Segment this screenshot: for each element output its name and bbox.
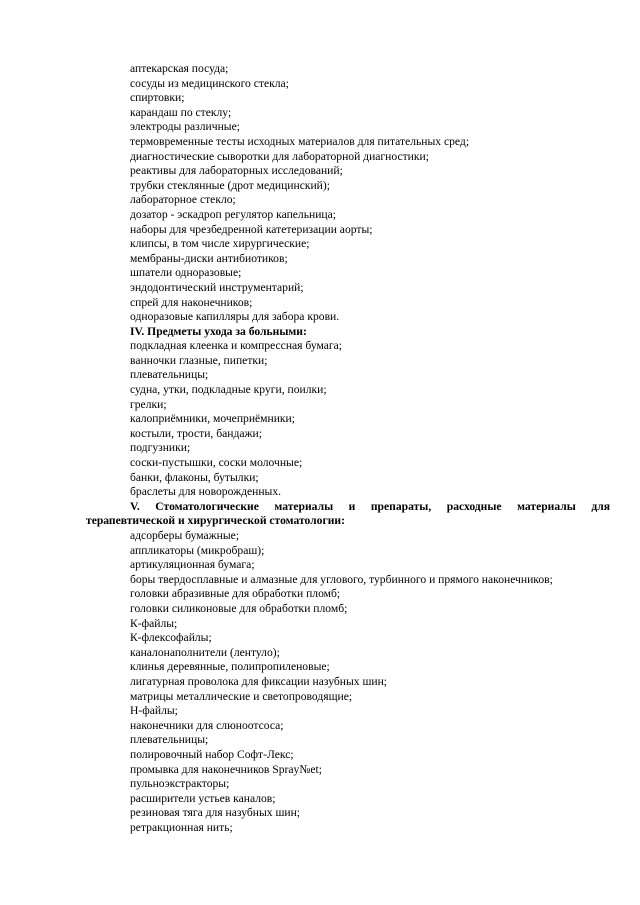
list-item: банки, флаконы, бутылки; (130, 470, 259, 484)
list-item: аппликаторы (микробраш); (130, 543, 265, 557)
patient-care-items-list (86, 339, 610, 500)
list-item: головки абразивные для обработки пломб; (130, 587, 341, 601)
list-item: лабораторное стекло; (130, 193, 236, 207)
list-item: Н-файлы; (130, 704, 178, 718)
list-item: судна, утки, подкладные круги, поилки; (130, 383, 327, 397)
list-item: костыли, трости, бандажи; (130, 426, 262, 440)
list-item: плевательницы; (130, 733, 209, 747)
list-item: подкладная клеенка и компрессная бумага; (130, 339, 343, 353)
list-item: промывка для наконечников Spray№et; (130, 762, 322, 776)
list-item: карандаш по стеклу; (130, 105, 232, 119)
list-item: диагностические сыворотки для лабораторной диагностики; (130, 149, 429, 163)
list-item: пульноэкстракторы; (130, 777, 230, 791)
section-heading-v: V. Стоматологические материалы и препараты, расходные материалы для терапевтической и хирургической стоматологии: (86, 499, 610, 528)
list-item: К-флексофайлы; (130, 631, 212, 645)
list-item: сосуды из медицинского стекла; (130, 76, 289, 90)
list-item: плевательницы; (130, 368, 209, 382)
list-item: клипсы, в том числе хирургические; (130, 237, 310, 251)
list-item: спрей для наконечников; (130, 295, 253, 309)
list-item: матрицы металлические и светопроводящие; (130, 689, 353, 703)
list-item: калоприёмники, мочеприёмники; (130, 412, 295, 426)
list-item: лигатурная проволока для фиксации назубных шин; (130, 674, 387, 688)
list-item: головки силиконовые для обработки пломб; (130, 601, 348, 615)
section-heading-iv: IV. Предметы ухода за больными: (130, 324, 307, 338)
list-item: реактивы для лабораторных исследований; (130, 164, 343, 178)
list-item: дозатор - эскадроп регулятор капельница; (130, 207, 336, 221)
list-item: ванночки глазные, пипетки; (130, 353, 268, 367)
list-item: боры твердосплавные и алмазные для углового, турбинного и прямого наконечников; (130, 572, 553, 586)
list-item: артикуляционная бумага; (130, 558, 255, 572)
list-item: К-файлы; (130, 616, 178, 630)
list-item: ретракционная нить; (130, 820, 233, 834)
list-item: каналонаполнители (лентуло); (130, 645, 280, 659)
list-item: эндодонтический инструментарий; (130, 280, 304, 294)
list-item: подгузники; (130, 441, 191, 455)
list-item: клинья деревянные, полипропиленовые; (130, 660, 330, 674)
list-item: электроды различные; (130, 120, 240, 134)
list-item: наконечники для слюноотсоса; (130, 718, 284, 732)
list-item: спиртовки; (130, 91, 185, 105)
list-item: резиновая тяга для назубных шин; (130, 806, 301, 820)
list-item: одноразовые капилляры для забора крови. (130, 310, 340, 324)
document-body (86, 62, 610, 835)
list-item: термовременные тесты исходных материалов для питательных сред; (130, 134, 470, 148)
list-item: адсорберы бумажные; (130, 529, 240, 542)
list-item: аптекарская посуда; (130, 62, 229, 75)
list-item: соски-пустышки, соски молочные; (130, 456, 303, 470)
list-item: грелки; (130, 397, 167, 411)
list-item: полировочный набор Софт-Лекс; (130, 747, 294, 761)
list-item: расширители устьев каналов; (130, 791, 276, 805)
list-item: шпатели одноразовые; (130, 266, 242, 280)
list-item: трубки стеклянные (дрот медицинский); (130, 178, 330, 192)
supplies-list (86, 62, 610, 325)
list-item: наборы для чрезбедренной катетеризации аорты; (130, 222, 373, 236)
list-item: мембраны-диски антибиотиков; (130, 251, 288, 265)
list-item: браслеты для новорожденных. (130, 485, 282, 499)
dental-materials-list (86, 529, 610, 835)
